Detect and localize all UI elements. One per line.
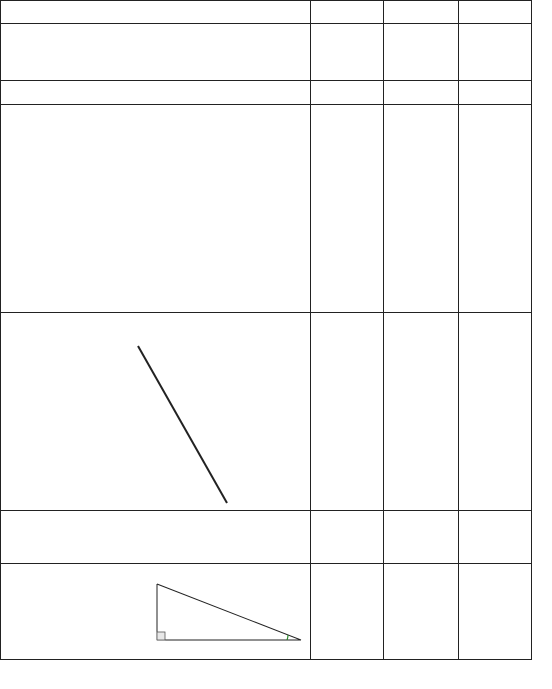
q1-answer-b[interactable] — [384, 24, 459, 81]
question-row-1 — [1, 24, 532, 81]
q3-answer-b[interactable] — [384, 105, 459, 313]
function-graph-figure — [119, 316, 299, 508]
question-row-4 — [1, 313, 532, 511]
question-row-6 — [1, 564, 532, 660]
q4-answer-b[interactable] — [384, 313, 459, 511]
header-question — [1, 1, 311, 24]
q5-values — [5, 530, 27, 544]
q3-answer-a[interactable] — [311, 105, 384, 313]
question-1 — [1, 24, 311, 81]
q5-answer-a[interactable] — [311, 511, 384, 564]
q3-answer-c[interactable] — [459, 105, 532, 313]
translation-grid-figure — [1, 139, 301, 311]
q4-answer-c[interactable] — [459, 313, 532, 511]
question-row-2 — [1, 81, 532, 105]
header-answer-b — [384, 1, 459, 24]
angle-arc — [287, 635, 288, 640]
question-row-5 — [1, 511, 532, 564]
function-line — [138, 346, 227, 503]
triangle-figure — [137, 566, 309, 658]
header-answer-a — [311, 1, 384, 24]
q5-answer-b[interactable] — [384, 511, 459, 564]
q5-answer-c[interactable] — [459, 511, 532, 564]
question-2 — [1, 81, 311, 105]
q1-answer-c[interactable] — [459, 24, 532, 81]
header-answer-c — [459, 1, 532, 24]
q4-answer-a[interactable] — [311, 313, 384, 511]
question-5 — [1, 511, 311, 564]
q2-answer-b[interactable] — [384, 81, 459, 105]
question-3 — [1, 105, 311, 313]
q6-answer-a[interactable] — [311, 564, 384, 660]
question-row-3 — [1, 105, 532, 313]
header-row — [1, 1, 532, 24]
question-6 — [1, 564, 311, 660]
q6-answer-b[interactable] — [384, 564, 459, 660]
q6-answer-c[interactable] — [459, 564, 532, 660]
q2-answer-c[interactable] — [459, 81, 532, 105]
question-4 — [1, 313, 311, 511]
q1-answer-a[interactable] — [311, 24, 384, 81]
q2-answer-a[interactable] — [311, 81, 384, 105]
right-angle-marker — [157, 632, 165, 640]
